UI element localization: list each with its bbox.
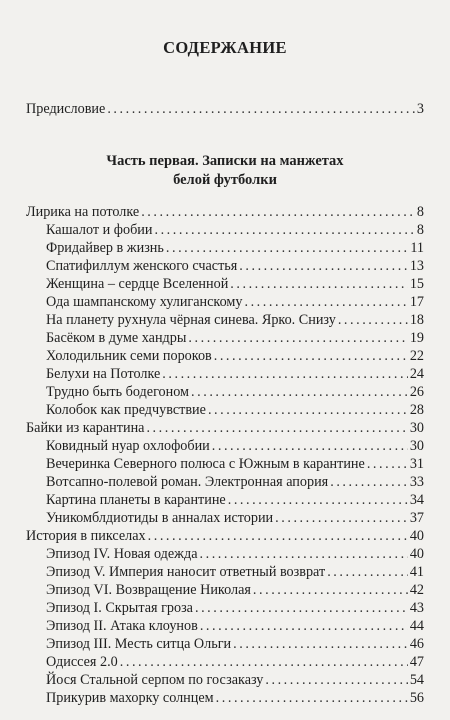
part-title-line1: Часть первая. Записки на манжетах [106,153,344,169]
entry-label: Эпизод V. Империя наносит ответный возврат [46,564,326,580]
entry-label: Эпизод II. Атака клоунов [46,618,198,634]
entry-page: 40 [409,546,424,562]
entry-page: 22 [409,348,424,364]
entry-label: Байки из карантина [26,420,145,436]
entry-label: Лирика на потолке [26,204,140,220]
toc-entry[interactable] [46,509,424,527]
toc-entry[interactable] [26,419,424,437]
entry-page: 47 [409,654,424,670]
dot-leader [212,437,408,455]
entry-label: Ода шампанскому хулиганскому [46,294,243,310]
entry-label: Фридайвер в жизнь [46,240,164,256]
toc-entry[interactable] [46,473,424,491]
part-title-line2: белой футболки [173,172,277,188]
dot-leader [107,100,415,118]
toc-entry[interactable] [46,401,424,419]
entry-page: 30 [409,438,424,454]
dot-leader [120,653,408,671]
toc-entry[interactable] [46,311,424,329]
toc-entry[interactable] [46,455,424,473]
dot-leader [148,527,408,545]
dot-leader [214,347,408,365]
dot-leader [195,599,408,617]
entry-label: Ковидный нуар охлофобии [46,438,210,454]
entry-label: Прикурив махорку солнцем [46,690,214,706]
dot-leader [208,401,408,419]
entry-page: 13 [409,258,424,274]
dot-leader [216,689,408,707]
toc-entry[interactable] [46,347,424,365]
dot-leader [166,239,408,257]
entry-page: 44 [409,618,424,634]
entry-page: 15 [409,276,424,292]
entry-page: 28 [409,402,424,418]
entry-label: Колобок как предчувствие [46,402,206,418]
toc-entry[interactable] [46,671,424,689]
entry-label: Картина планеты в карантине [46,492,226,508]
entry-page: 41 [409,564,424,580]
toc-entry[interactable] [46,617,424,635]
dot-leader [191,383,408,401]
dot-leader [141,203,415,221]
toc-entry[interactable] [46,221,424,239]
dot-leader [253,581,408,599]
entry-label: Холодильник семи пороков [46,348,212,364]
entry-page: 56 [409,690,424,706]
entry-page: 46 [409,636,424,652]
dot-leader [146,419,407,437]
entry-page: 33 [409,474,424,490]
dot-leader [200,617,408,635]
dot-leader [154,221,414,239]
entry-page: 37 [409,510,424,526]
entry-label: Эпизод IV. Новая одежда [46,546,198,562]
entry-page: 11 [410,240,424,256]
entry-label: Трудно быть бодегоном [46,384,190,400]
toc-entry[interactable] [26,527,424,545]
dot-leader [228,491,408,509]
entry-page: 18 [409,312,424,328]
dot-leader [230,275,408,293]
entry-page: 30 [409,420,424,436]
dot-leader [330,473,408,491]
page-title: СОДЕРЖАНИЕ [163,38,287,57]
dot-leader [239,257,408,275]
entry-label: Эпизод I. Скрытая гроза [46,600,193,616]
entry-label: Кашалот и фобии [46,222,153,238]
dot-leader [233,635,408,653]
toc-entry[interactable] [46,599,424,617]
toc-entry[interactable] [46,653,424,671]
dot-leader [265,671,407,689]
entry-label: Белухи на Потолке [46,366,161,382]
toc-entry[interactable] [46,635,424,653]
entry-label: Эпизод III. Месть ситца Ольги [46,636,232,652]
entry-page: 40 [409,528,424,544]
entry-label: Уникомблдиотиды в анналах истории [46,510,274,526]
toc-entry[interactable] [46,293,424,311]
toc-entry[interactable] [46,545,424,563]
entry-label: Спатифиллум женского счастья [46,258,238,274]
entry-page: 43 [409,600,424,616]
toc-entry[interactable] [46,275,424,293]
toc-entry[interactable] [46,563,424,581]
toc-entry[interactable] [46,257,424,275]
dot-leader [367,455,408,473]
dot-leader [338,311,408,329]
toc-entry[interactable] [26,203,424,221]
dot-leader [327,563,408,581]
entry-label: Басёком в думе хандры [46,330,187,346]
toc-entry[interactable] [46,329,424,347]
entry-page: 54 [409,672,424,688]
entry-page: 42 [409,582,424,598]
entry-page: 24 [409,366,424,382]
entry-label: На планету рухнула чёрная синева. Ярко. Снизу [46,312,336,328]
entry-page: 8 [416,222,424,238]
dot-leader [162,365,408,383]
entry-label: Вечеринка Северного полюса с Южным в карантине [46,456,365,472]
entry-page: 26 [409,384,424,400]
entry-label: Женщина – сердце Вселенной [46,276,229,292]
entry-label: История в пикселах [26,528,146,544]
dot-leader [188,329,407,347]
toc-entry[interactable] [46,581,424,599]
toc-entry[interactable] [46,437,424,455]
dot-leader [275,509,408,527]
entry-page: 19 [409,330,424,346]
toc-entry-preface[interactable] [26,100,424,118]
toc-entry[interactable] [46,689,424,707]
dot-leader [200,545,408,563]
dot-leader [244,293,407,311]
entry-label: Одиссея 2.0 [46,654,118,670]
toc-entry[interactable] [46,239,424,257]
entry-label: Вотсапно-полевой роман. Электронная апория [46,474,329,490]
entry-page: 8 [416,204,424,220]
part-title [0,152,450,190]
entry-page: 34 [409,492,424,508]
toc-entry[interactable] [46,383,424,401]
entry-label: Йося Стальной серпом по госзаказу [46,672,264,688]
toc-entry[interactable] [46,365,424,383]
toc-entry[interactable] [46,491,424,509]
entry-label: Предисловие [26,101,106,117]
entry-page: 17 [409,294,424,310]
entry-label: Эпизод VI. Возвращение Николая [46,582,251,598]
entry-page: 3 [416,101,424,117]
entry-page: 31 [409,456,424,472]
